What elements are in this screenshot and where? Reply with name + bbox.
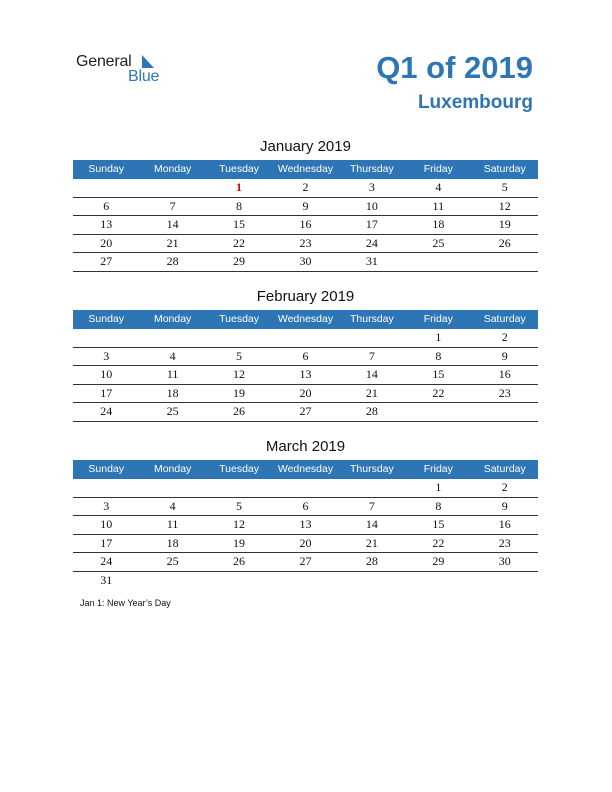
weekday-label: Monday bbox=[153, 163, 192, 175]
day-cell bbox=[73, 329, 139, 347]
day-cell: 20 bbox=[100, 235, 113, 250]
day-cell: 23 bbox=[498, 385, 511, 400]
day-cell: 10 bbox=[100, 367, 113, 382]
logo-general-text: General bbox=[76, 53, 132, 70]
day-cell bbox=[339, 329, 405, 347]
day-cell: 19 bbox=[233, 385, 246, 400]
day-cell bbox=[472, 403, 538, 421]
weekday-label: Saturday bbox=[483, 463, 526, 475]
weekday-label: Sunday bbox=[88, 163, 125, 175]
day-cell: 27 bbox=[100, 254, 113, 269]
week-row bbox=[73, 198, 538, 217]
weekday-label: Monday bbox=[153, 463, 192, 475]
weekday-label: Friday bbox=[423, 163, 453, 175]
country-name: Luxembourg bbox=[417, 92, 533, 113]
day-cell: 28 bbox=[166, 254, 179, 269]
weekday-label: Wednesday bbox=[277, 313, 334, 325]
day-cell: 7 bbox=[368, 348, 375, 363]
day-cell: 9 bbox=[501, 498, 508, 513]
weekday-label: Saturday bbox=[483, 163, 526, 175]
day-cell: 10 bbox=[100, 517, 113, 532]
weekday-label: Tuesday bbox=[219, 163, 259, 175]
day-cell: 28 bbox=[365, 404, 378, 419]
week-row bbox=[73, 535, 538, 554]
day-cell: 26 bbox=[498, 235, 511, 250]
day-cell bbox=[139, 329, 205, 347]
day-cell: 2 bbox=[302, 180, 309, 194]
day-cell: 17 bbox=[100, 535, 113, 550]
day-cell: 27 bbox=[299, 404, 312, 419]
week-row bbox=[73, 348, 538, 367]
week-row bbox=[73, 498, 538, 517]
day-cell: 15 bbox=[432, 517, 445, 532]
weekday-header bbox=[73, 460, 538, 479]
weekday-label: Thursday bbox=[350, 463, 394, 475]
day-cell: 3 bbox=[103, 498, 110, 513]
day-cell: 26 bbox=[233, 554, 246, 569]
day-cell: 23 bbox=[299, 235, 312, 250]
page-title: Q1 of 2019 bbox=[376, 50, 533, 85]
day-cell: 14 bbox=[166, 217, 179, 232]
day-cell bbox=[472, 572, 538, 590]
day-cell: 16 bbox=[498, 367, 511, 382]
day-cell: 5 bbox=[236, 348, 243, 363]
day-cell: 29 bbox=[432, 554, 445, 569]
day-cell bbox=[272, 479, 338, 497]
month-march bbox=[73, 437, 538, 590]
weekday-header bbox=[73, 160, 538, 179]
day-cell: 8 bbox=[236, 198, 243, 213]
day-cell: 9 bbox=[302, 198, 309, 213]
day-cell: 21 bbox=[365, 535, 378, 550]
day-cell bbox=[405, 253, 471, 271]
day-cell: 17 bbox=[365, 217, 378, 232]
week-row bbox=[73, 553, 538, 572]
week-row bbox=[73, 329, 538, 348]
day-cell: 15 bbox=[432, 367, 445, 382]
day-cell: 28 bbox=[365, 554, 378, 569]
day-cell: 30 bbox=[299, 254, 312, 269]
week-row bbox=[73, 216, 538, 235]
month-title: March 2019 bbox=[265, 438, 346, 455]
day-cell: 2 bbox=[501, 480, 508, 494]
day-cell: 15 bbox=[233, 217, 246, 232]
day-cell: 12 bbox=[233, 517, 246, 532]
day-cell bbox=[339, 572, 405, 590]
day-cell: 20 bbox=[299, 385, 312, 400]
week-row bbox=[73, 403, 538, 422]
day-cell: 18 bbox=[432, 217, 445, 232]
weekday-label: Sunday bbox=[88, 463, 125, 475]
day-cell: 7 bbox=[169, 198, 176, 213]
day-cell: 22 bbox=[432, 535, 445, 550]
day-cell: 12 bbox=[233, 367, 246, 382]
day-cell bbox=[405, 572, 471, 590]
day-cell: 6 bbox=[302, 498, 309, 513]
day-cell: 24 bbox=[100, 554, 113, 569]
day-cell: 31 bbox=[365, 254, 378, 269]
day-cell: 21 bbox=[166, 235, 179, 250]
day-cell bbox=[405, 403, 471, 421]
day-cell bbox=[206, 329, 272, 347]
day-cell bbox=[73, 479, 139, 497]
triangle-flag-icon bbox=[140, 54, 156, 70]
day-cell: 4 bbox=[169, 348, 176, 363]
weekday-label: Friday bbox=[423, 463, 453, 475]
day-cell: 1 bbox=[236, 180, 243, 194]
day-cell: 20 bbox=[299, 535, 312, 550]
day-cell: 11 bbox=[432, 198, 445, 213]
logo-blue-text: Blue bbox=[128, 68, 160, 85]
month-title: January 2019 bbox=[260, 138, 351, 155]
day-cell: 16 bbox=[299, 217, 312, 232]
weekday-label: Saturday bbox=[483, 313, 526, 325]
day-cell: 27 bbox=[299, 554, 312, 569]
day-cell: 30 bbox=[498, 554, 511, 569]
day-cell bbox=[206, 479, 272, 497]
day-cell bbox=[206, 572, 272, 590]
day-cell: 18 bbox=[166, 535, 179, 550]
weekday-label: Thursday bbox=[350, 313, 394, 325]
day-cell: 10 bbox=[365, 198, 378, 213]
day-cell: 22 bbox=[233, 235, 246, 250]
weekday-label: Monday bbox=[153, 313, 192, 325]
day-cell: 22 bbox=[432, 385, 445, 400]
holiday-notes bbox=[80, 598, 171, 608]
day-cell: 12 bbox=[498, 198, 511, 213]
day-cell: 6 bbox=[103, 198, 110, 213]
weekday-label: Wednesday bbox=[277, 463, 334, 475]
day-cell: 3 bbox=[368, 180, 375, 194]
day-cell: 8 bbox=[435, 348, 442, 363]
weekday-label: Tuesday bbox=[219, 313, 259, 325]
day-cell bbox=[139, 479, 205, 497]
weekday-header bbox=[73, 310, 538, 329]
month-february bbox=[73, 287, 538, 422]
day-cell bbox=[73, 179, 139, 197]
day-cell: 13 bbox=[299, 517, 312, 532]
week-row bbox=[73, 179, 538, 198]
week-row bbox=[73, 516, 538, 535]
day-cell: 19 bbox=[498, 217, 511, 232]
day-cell: 25 bbox=[166, 404, 179, 419]
day-cell: 23 bbox=[498, 535, 511, 550]
day-cell: 25 bbox=[166, 554, 179, 569]
day-cell: 29 bbox=[233, 254, 246, 269]
day-cell: 4 bbox=[169, 498, 176, 513]
week-row bbox=[73, 366, 538, 385]
weekday-label: Thursday bbox=[350, 163, 394, 175]
day-cell bbox=[339, 479, 405, 497]
day-cell: 14 bbox=[365, 517, 378, 532]
day-cell: 17 bbox=[100, 385, 113, 400]
month-january bbox=[73, 137, 538, 272]
day-cell: 5 bbox=[501, 180, 508, 194]
weekday-label: Wednesday bbox=[277, 163, 334, 175]
weekday-label: Friday bbox=[423, 313, 453, 325]
holiday-note: Jan 1: New Year’s Day bbox=[80, 598, 171, 608]
day-cell: 9 bbox=[501, 348, 508, 363]
day-cell: 13 bbox=[100, 217, 113, 232]
day-cell: 24 bbox=[100, 404, 113, 419]
day-cell: 5 bbox=[236, 498, 243, 513]
day-cell: 8 bbox=[435, 498, 442, 513]
day-cell: 21 bbox=[365, 385, 378, 400]
day-cell bbox=[139, 572, 205, 590]
day-cell: 16 bbox=[498, 517, 511, 532]
week-row bbox=[73, 572, 538, 590]
week-row bbox=[73, 235, 538, 254]
day-cell: 1 bbox=[435, 330, 442, 344]
week-row bbox=[73, 479, 538, 498]
day-cell: 4 bbox=[435, 180, 442, 194]
day-cell: 25 bbox=[432, 235, 445, 250]
day-cell bbox=[139, 179, 205, 197]
day-cell: 31 bbox=[100, 572, 113, 587]
weekday-label: Tuesday bbox=[219, 463, 259, 475]
day-cell: 24 bbox=[365, 235, 378, 250]
week-row bbox=[73, 253, 538, 272]
day-cell bbox=[272, 572, 338, 590]
day-cell: 2 bbox=[501, 330, 508, 344]
weekday-label: Sunday bbox=[88, 313, 125, 325]
week-row bbox=[73, 385, 538, 404]
day-cell: 14 bbox=[365, 367, 378, 382]
day-cell: 11 bbox=[166, 367, 179, 382]
day-cell bbox=[472, 253, 538, 271]
day-cell bbox=[272, 329, 338, 347]
day-cell: 13 bbox=[299, 367, 312, 382]
day-cell: 11 bbox=[166, 517, 179, 532]
day-cell: 3 bbox=[103, 348, 110, 363]
day-cell: 19 bbox=[233, 535, 246, 550]
logo bbox=[76, 52, 176, 88]
day-cell: 6 bbox=[302, 348, 309, 363]
day-cell: 18 bbox=[166, 385, 179, 400]
day-cell: 26 bbox=[233, 404, 246, 419]
day-cell: 7 bbox=[368, 498, 375, 513]
month-title: February 2019 bbox=[256, 288, 355, 305]
day-cell: 1 bbox=[435, 480, 442, 494]
